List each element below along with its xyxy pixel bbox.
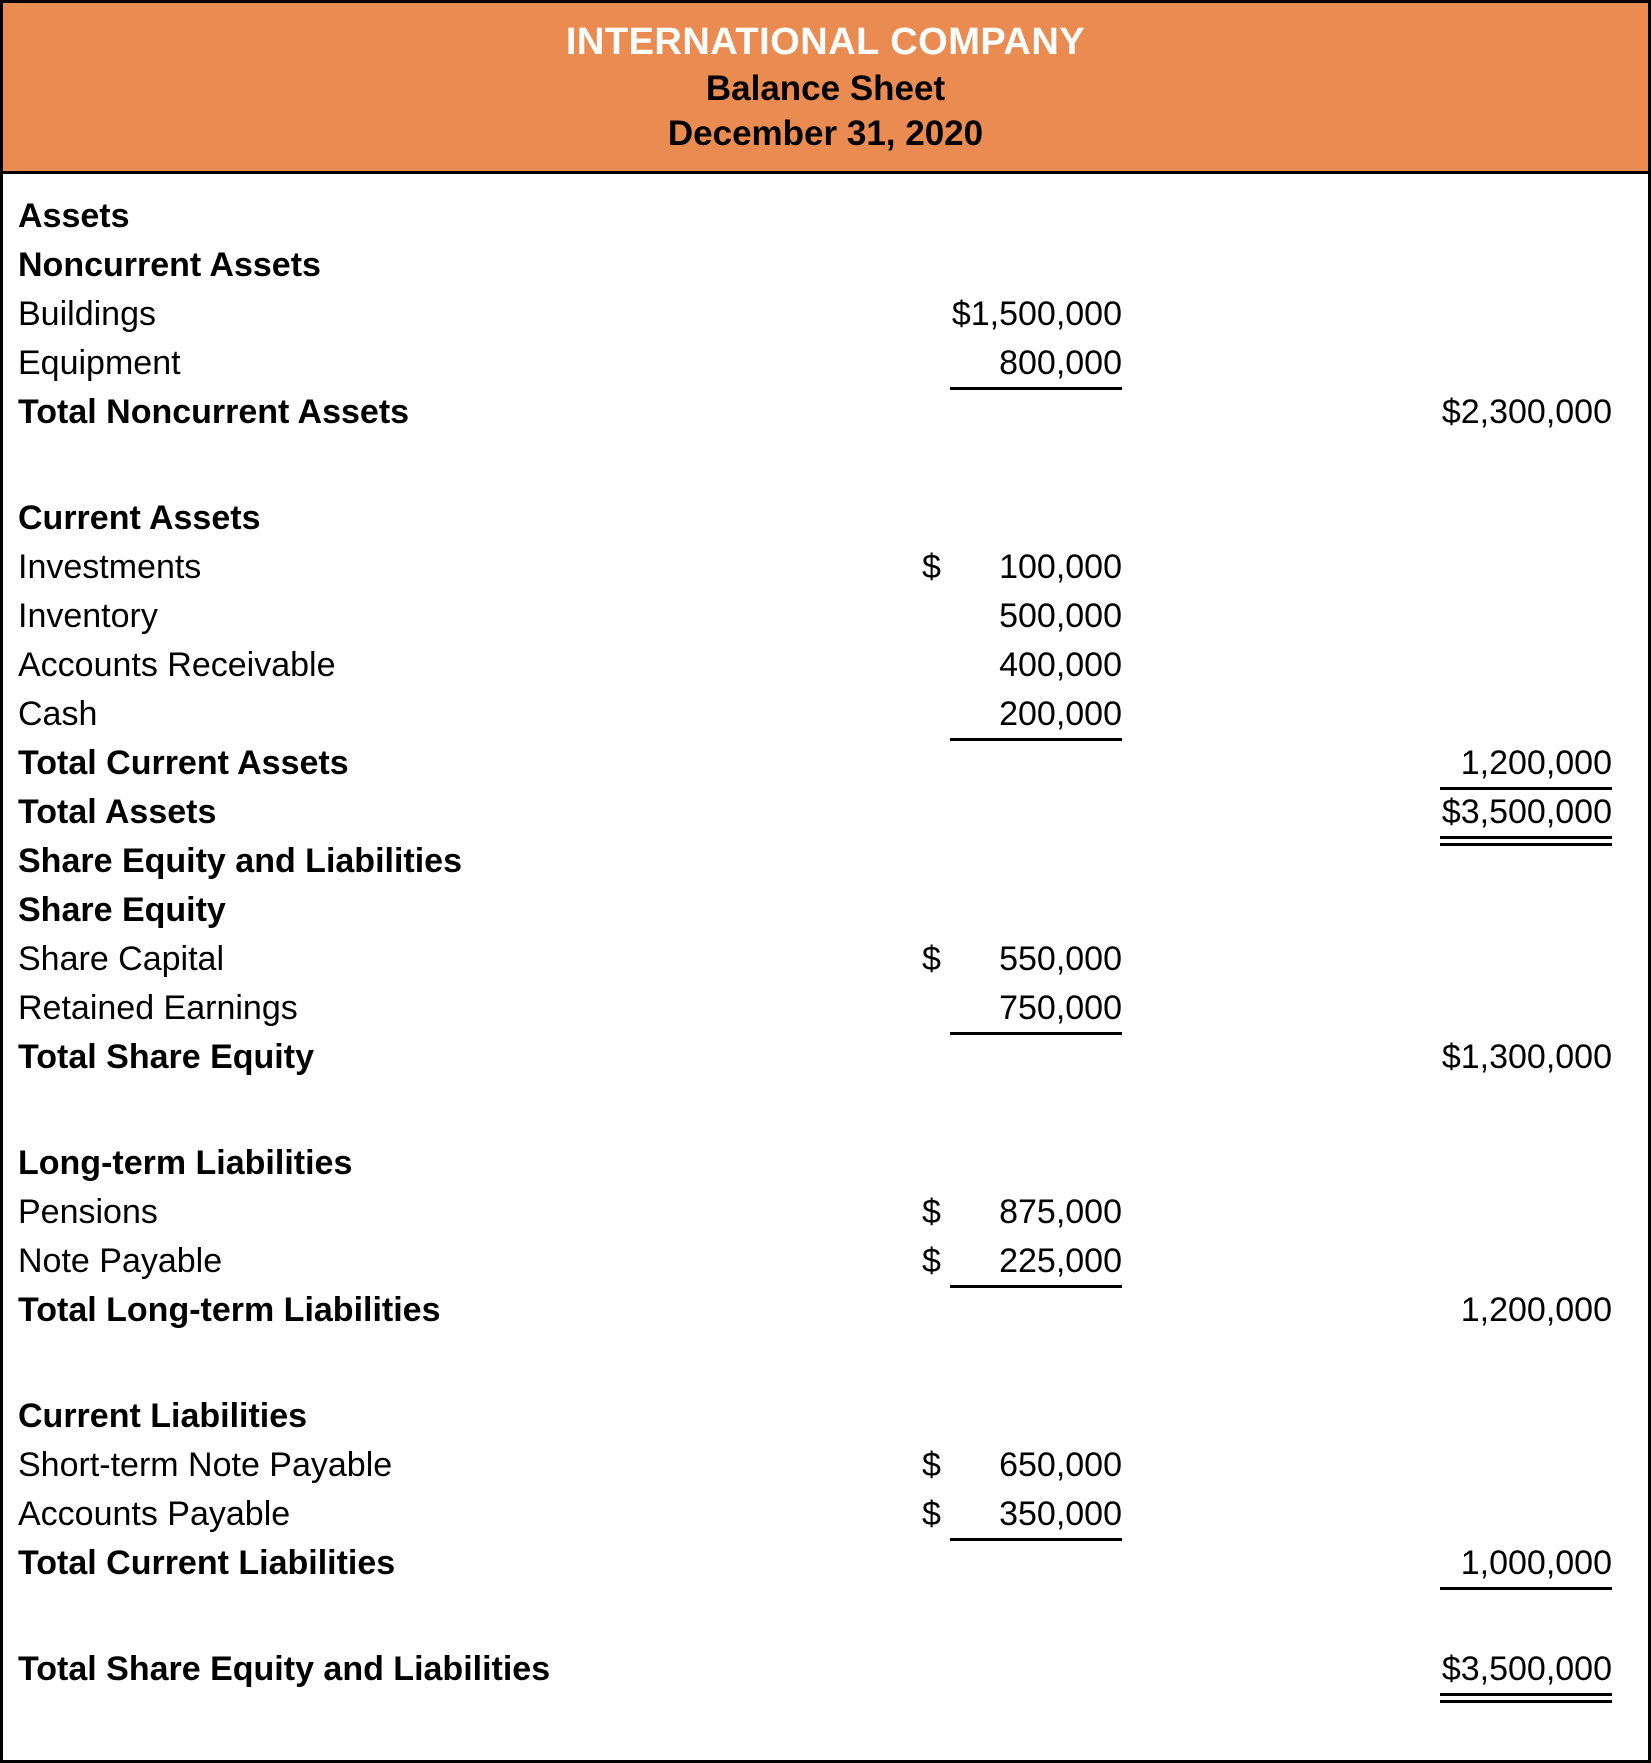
row-amount-right: [1412, 1650, 1612, 1689]
company-name: INTERNATIONAL COMPANY: [565, 20, 1086, 63]
table-row: [3, 339, 1648, 388]
row-label: Note Payable: [18, 1242, 223, 1280]
row-label: Short-term Note Payable: [18, 1446, 393, 1484]
table-row: [3, 494, 1648, 543]
row-label: Current Assets: [18, 499, 261, 537]
table-row: [3, 1237, 1648, 1286]
amount-value: 750,000: [950, 989, 1122, 1035]
amount-value: 200,000: [950, 695, 1122, 741]
row-amount-right: [1412, 1291, 1612, 1330]
amount-value: 1,000,000: [1440, 1544, 1612, 1590]
amount-value: $1,500,000: [951, 295, 1122, 333]
row-label: Long-term Liabilities: [18, 1144, 353, 1182]
amount-value: 1,200,000: [1460, 1291, 1612, 1329]
row-amount-mid: [922, 295, 1122, 334]
table-row: [3, 886, 1648, 935]
currency-symbol: $: [922, 548, 941, 586]
amount-value: $3,500,000: [1440, 793, 1612, 839]
currency-symbol: $: [922, 1446, 941, 1484]
table-row: [3, 935, 1648, 984]
row-amount-mid: [922, 1193, 1122, 1232]
table-row: [3, 1539, 1648, 1588]
row-amount-mid: [922, 1242, 1122, 1281]
row-label: Total Current Assets: [18, 744, 349, 782]
row-label: Total Current Liabilities: [18, 1544, 396, 1582]
amount-value: 400,000: [999, 646, 1122, 684]
amount-value: 350,000: [950, 1495, 1122, 1541]
row-amount-mid: [922, 1495, 1122, 1534]
amount-value: 875,000: [999, 1193, 1122, 1231]
row-label: Investments: [18, 548, 202, 586]
row-label: Assets: [18, 197, 130, 235]
row-label: Retained Earnings: [18, 989, 298, 1027]
table-row: [3, 592, 1648, 641]
row-amount-mid: [922, 695, 1122, 734]
amount-value: 800,000: [950, 344, 1122, 390]
amount-value: 1,200,000: [1440, 744, 1612, 790]
spacer-row: [3, 1082, 1648, 1139]
row-amount-right: [1412, 1038, 1612, 1077]
amount-value: 550,000: [999, 940, 1122, 978]
row-label: Share Capital: [18, 940, 225, 978]
statement-date: December 31, 2020: [667, 113, 984, 153]
row-label: Total Long-term Liabilities: [18, 1291, 441, 1329]
row-label: Pensions: [18, 1193, 158, 1231]
spacer-row: [3, 1588, 1648, 1645]
row-label: Current Liabilities: [18, 1397, 308, 1435]
statement-header: [3, 3, 1648, 174]
spacer-row: [3, 1335, 1648, 1392]
row-label: Total Noncurrent Assets: [18, 393, 410, 431]
spacer-row: [3, 437, 1648, 494]
row-amount-right: [1412, 1544, 1612, 1583]
table-row: [3, 1441, 1648, 1490]
table-row: [3, 1645, 1648, 1694]
table-row: [3, 1286, 1648, 1335]
row-label: Total Share Equity and Liabilities: [18, 1650, 551, 1688]
row-label: Total Share Equity: [18, 1038, 314, 1076]
table-row: [3, 1392, 1648, 1441]
row-amount-mid: [922, 646, 1122, 685]
table-row: [3, 788, 1648, 837]
table-row: [3, 1188, 1648, 1237]
table-row: [3, 690, 1648, 739]
row-label: Accounts Receivable: [18, 646, 336, 684]
table-row: [3, 290, 1648, 339]
table-row: [3, 543, 1648, 592]
row-label: Share Equity: [18, 891, 226, 929]
table-row: [3, 192, 1648, 241]
row-amount-right: [1412, 744, 1612, 783]
row-amount-right: [1412, 793, 1612, 832]
row-label: Share Equity and Liabilities: [18, 842, 462, 880]
table-row: [3, 641, 1648, 690]
currency-symbol: $: [922, 940, 941, 978]
table-row: [3, 1139, 1648, 1188]
amount-value: 225,000: [950, 1242, 1122, 1288]
amount-value: $1,300,000: [1441, 1038, 1612, 1076]
row-label: Noncurrent Assets: [18, 246, 321, 284]
row-label: Inventory: [18, 597, 158, 635]
row-label: Cash: [18, 695, 98, 733]
amount-value: $3,500,000: [1440, 1650, 1612, 1696]
statement-title: Balance Sheet: [705, 68, 946, 108]
row-label: Total Assets: [18, 793, 217, 831]
currency-symbol: $: [922, 1495, 941, 1533]
row-amount-mid: [922, 548, 1122, 587]
table-row: [3, 388, 1648, 437]
currency-symbol: $: [922, 1193, 941, 1231]
row-amount-mid: [922, 940, 1122, 979]
row-amount-mid: [922, 597, 1122, 636]
row-amount-mid: [922, 1446, 1122, 1485]
table-row: [3, 984, 1648, 1033]
currency-symbol: $: [922, 1242, 941, 1280]
amount-value: 100,000: [999, 548, 1122, 586]
row-label: Buildings: [18, 295, 156, 333]
amount-value: $2,300,000: [1441, 393, 1612, 431]
table-row: [3, 1490, 1648, 1539]
row-amount-mid: [922, 344, 1122, 383]
table-row: [3, 739, 1648, 788]
table-row: [3, 241, 1648, 290]
row-amount-mid: [922, 989, 1122, 1028]
table-row: [3, 837, 1648, 886]
row-label: Accounts Payable: [18, 1495, 291, 1533]
statement-body: [3, 174, 1648, 1694]
row-label: Equipment: [18, 344, 181, 382]
amount-value: 650,000: [999, 1446, 1122, 1484]
amount-value: 500,000: [999, 597, 1122, 635]
table-row: [3, 1033, 1648, 1082]
row-amount-right: [1412, 393, 1612, 432]
